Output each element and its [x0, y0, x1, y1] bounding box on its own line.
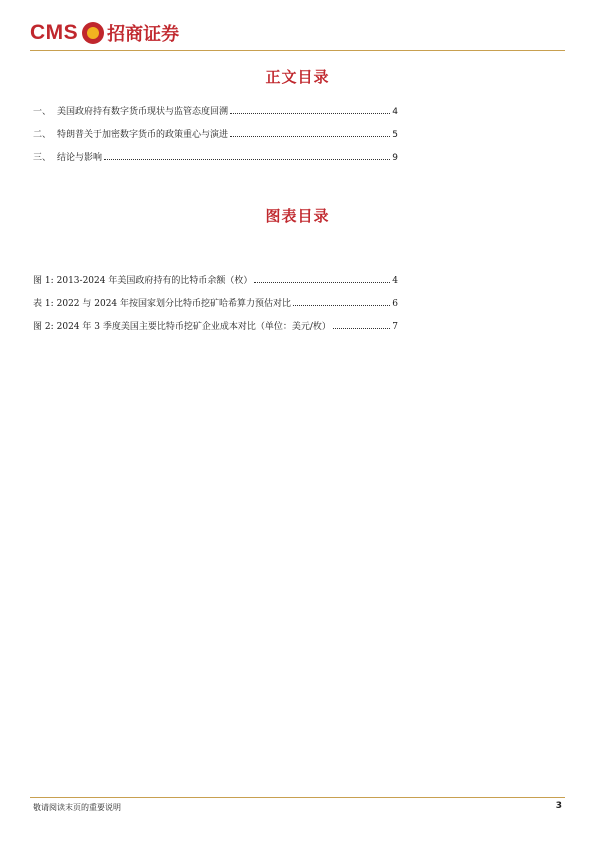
page-header [30, 18, 565, 52]
toc-item-page: 5 [392, 130, 398, 140]
toc-item-text: 结论与影响 [57, 153, 103, 163]
page-number: 3 [555, 801, 562, 811]
footer-divider [30, 797, 565, 798]
figure-page: 4 [392, 276, 398, 286]
figure-list-item[interactable] [33, 273, 398, 287]
figure-page: 6 [392, 299, 398, 309]
dot-leader [104, 152, 390, 160]
cms-logo [30, 18, 179, 48]
toc-item[interactable] [33, 150, 398, 164]
header-divider [30, 50, 565, 51]
dot-leader [230, 129, 390, 137]
figure-page: 7 [392, 322, 398, 332]
dot-leader [254, 275, 390, 283]
toc-item-text: 美国政府持有数字货币现状与监管态度回溯 [57, 107, 229, 117]
toc-item-page: 9 [392, 153, 398, 163]
toc-item-text: 特朗普关于加密数字货币的政策重心与演进 [57, 130, 229, 140]
toc-item[interactable] [33, 104, 398, 118]
figures-title: 图表目录 [265, 207, 330, 225]
toc-item-page: 4 [392, 107, 398, 117]
logo-cms-text: CMS [30, 21, 79, 44]
dot-leader [230, 106, 390, 114]
figure-label: 表 1: [33, 299, 54, 309]
toc-item-number: 三、 [33, 153, 52, 163]
figure-caption: 2024 年 3 季度美国主要比特币挖矿企业成本对比（单位：美元/枚） [56, 322, 331, 332]
figure-label: 图 2: [33, 322, 54, 332]
toc-item-number: 一、 [33, 107, 52, 117]
logo-chinese-text: 招商证券 [107, 24, 180, 45]
footer-disclaimer: 敬请阅读末页的重要说明 [33, 803, 121, 812]
dot-leader [293, 298, 390, 306]
figure-caption: 2022 与 2024 年按国家划分比特币挖矿哈希算力预估对比 [56, 299, 292, 309]
dot-leader [333, 321, 390, 329]
toc-item[interactable] [33, 127, 398, 141]
figure-list-item[interactable] [33, 296, 398, 310]
toc-item-number: 二、 [33, 130, 52, 140]
contents-title: 正文目录 [265, 68, 330, 86]
figure-label: 图 1: [33, 276, 54, 286]
figure-caption: 2013-2024 年美国政府持有的比特币余额（枚） [56, 276, 253, 286]
logo-emblem-icon [82, 22, 104, 44]
figure-list-item[interactable] [33, 319, 398, 333]
